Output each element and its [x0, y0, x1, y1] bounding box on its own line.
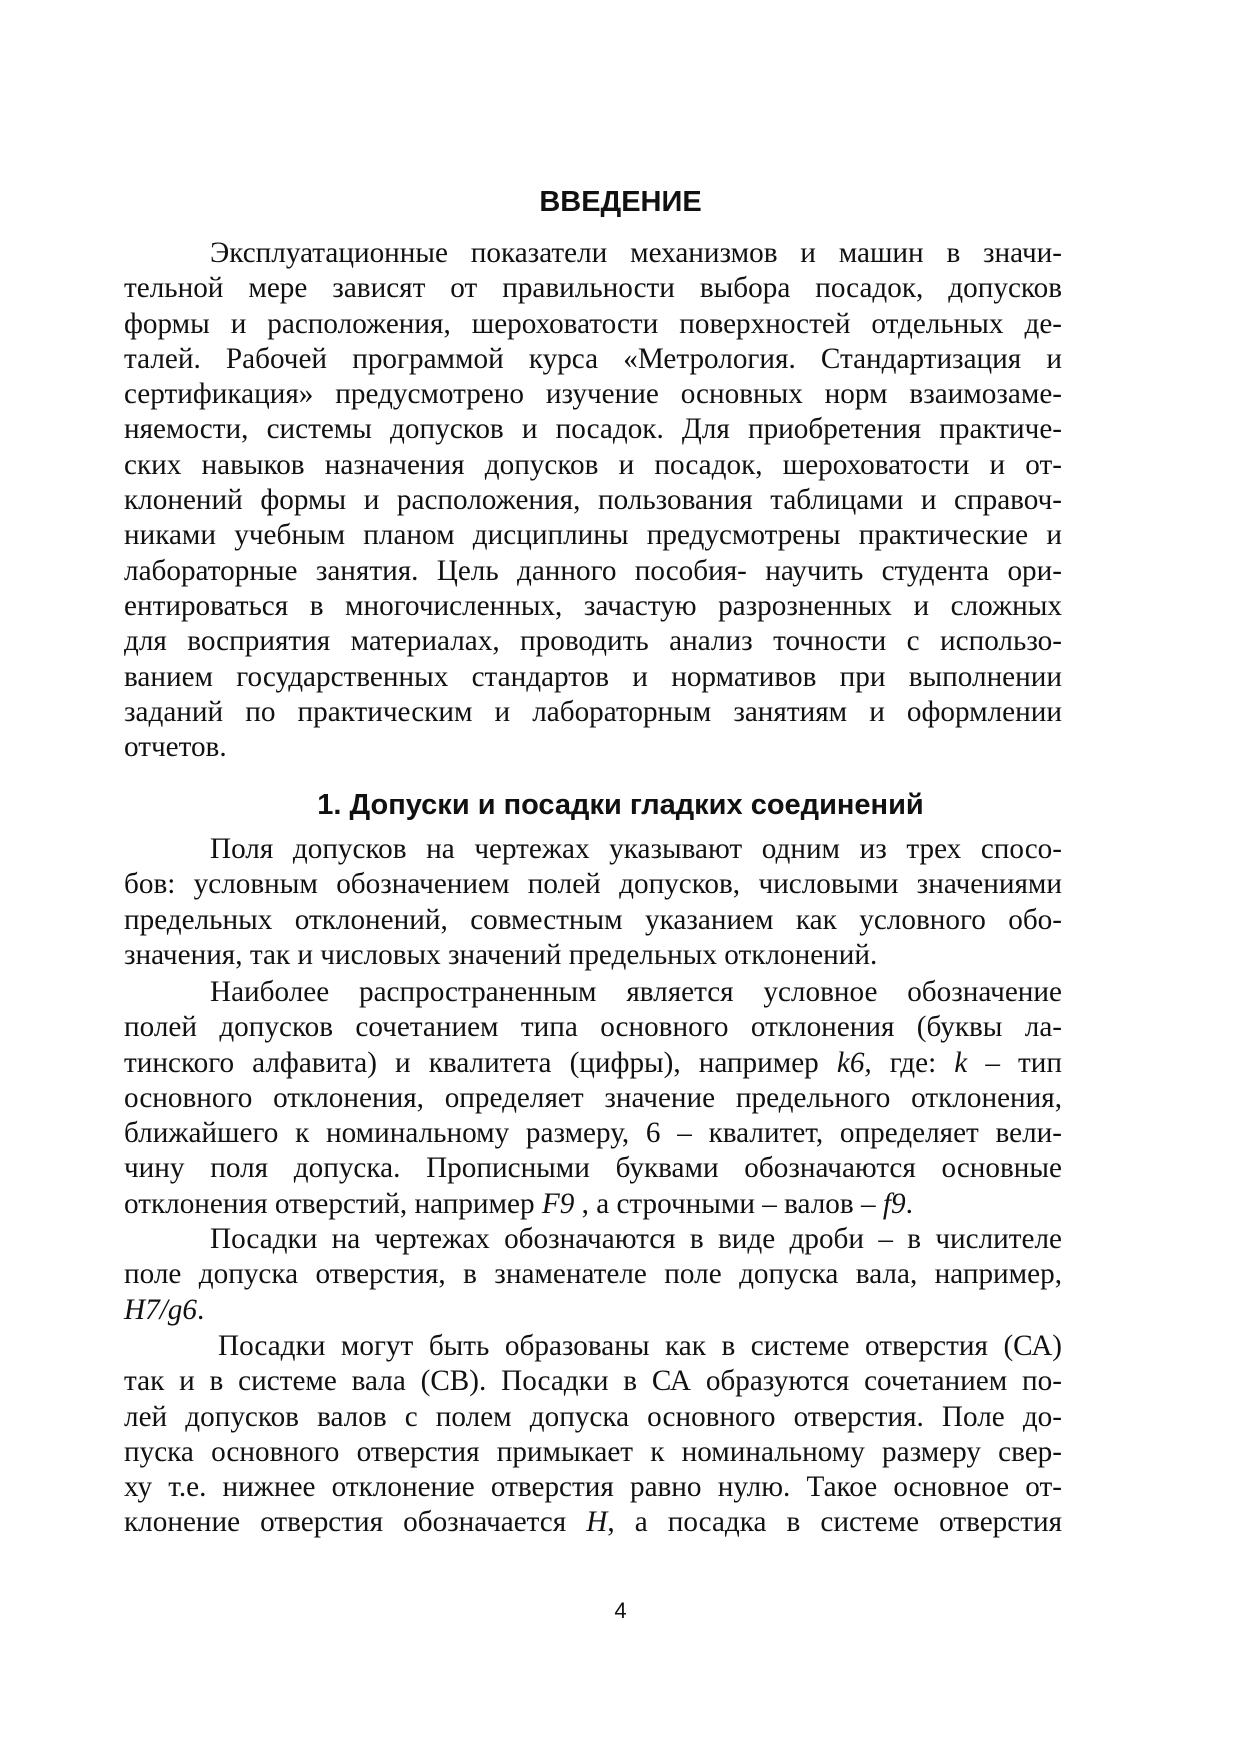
text-run: . — [905, 1187, 913, 1220]
text-line: Посадки на чертежах обозначаются в виде дроби – в числителе — [210, 1223, 1062, 1255]
text-line: тельной мере зависят от правильности выбора посадок, допусков — [124, 272, 1062, 305]
section-paragraph-1 — [124, 832, 1062, 973]
text-line — [124, 1187, 1062, 1222]
text-run: . — [196, 1293, 205, 1326]
tolerance-symbol: k — [954, 1046, 968, 1079]
text-line: никами учебным планом дисциплины предусмотрены практические и — [124, 519, 1062, 552]
text-line: ванием государственных стандартов и нормативов при выполнении — [124, 660, 1062, 693]
text-run: – тип — [967, 1046, 1062, 1079]
text-run: где: — [871, 1046, 955, 1079]
text-line: чину поля допуска. Прописными буквами обозначаются основные — [124, 1152, 1062, 1185]
tolerance-symbol: f9 — [882, 1187, 906, 1220]
text-line: ближайшего к номинальному размеру, 6 – квалитет, определяет вели- — [124, 1117, 1062, 1150]
text-line: значения, так и числовых значений предельных отклонений. — [124, 938, 878, 971]
text-line: для восприятия материалах, проводить анализ точности с использо- — [124, 625, 1062, 658]
text-line: ентироваться в многочисленных, зачастую разрозненных и сложных — [124, 589, 1062, 622]
text-line: ху т.е. нижнее отклонение отверстия равно нулю. Такое основное от- — [124, 1471, 1062, 1504]
text-line: Эксплуатационные показатели механизмов и машин в значи- — [210, 237, 1062, 269]
text-line: поле допуска отверстия, в знаменателе поле допуска вала, например, — [124, 1258, 1062, 1291]
intro-paragraph — [124, 236, 1062, 765]
text-line — [124, 1293, 1062, 1328]
text-line: так и в системе вала (СВ). Посадки в СА образуются сочетанием по- — [124, 1365, 1062, 1398]
text-line — [124, 1505, 1062, 1540]
text-line: Поля допусков на чертежах указывают одним из трех спосо- — [210, 833, 1062, 865]
text-line: талей. Рабочей программой курса «Метрология. Стандартизация и — [124, 342, 1062, 375]
text-line: бов: условным обозначением полей допусков, числовыми значениями — [124, 868, 1062, 901]
text-line: клонений формы и расположения, пользования таблицами и справоч- — [124, 484, 1062, 517]
page-number: 4 — [614, 1598, 627, 1623]
tolerance-symbol: F9 — [541, 1187, 575, 1220]
text-line: отчетов. — [124, 731, 227, 764]
text-run: отклонения отверстий, например — [124, 1187, 542, 1220]
text-line: полей допусков сочетанием типа основного отклонения (буквы ла- — [124, 1011, 1062, 1044]
section-paragraph-4 — [124, 1329, 1062, 1541]
tolerance-symbol: k6, — [836, 1046, 872, 1079]
fit-symbol: H7/g6 — [124, 1293, 197, 1326]
text-line: Посадки могут быть образованы как в системе отверстия (СА) — [218, 1330, 1062, 1362]
text-line: предельных отклонений, совместным указанием как условного обо- — [124, 903, 1062, 936]
text-line: няемости, системы допусков и посадок. Для приобретения практиче- — [124, 413, 1062, 446]
intro-heading: ВВЕДЕНИЕ — [539, 186, 702, 218]
section-heading: 1. Допуски и посадки гладких соединений — [317, 789, 924, 821]
section-paragraph-3 — [124, 1222, 1062, 1328]
section-paragraph-2 — [124, 975, 1062, 1222]
text-line: Наиболее распространенным является условное обозначение — [210, 976, 1062, 1008]
text-run: , а строчными – валов – — [574, 1187, 883, 1220]
text-line: основного отклонения, определяет значение предельного отклонения, — [124, 1081, 1062, 1114]
text-line: лей допусков валов с полем допуска основного отверстия. Поле до- — [124, 1400, 1062, 1433]
text-line: заданий по практическим и лабораторным занятиям и оформлении — [124, 695, 1062, 728]
text-line: ских навыков назначения допусков и посадок, шероховатости и от- — [124, 448, 1062, 481]
tolerance-symbol: H — [586, 1506, 608, 1539]
text-run: клонение отверстия обозначается — [124, 1506, 587, 1539]
text-line: сертификация» предусмотрено изучение основных норм взаимозаме- — [124, 378, 1062, 411]
text-line — [124, 1046, 1062, 1081]
text-run: тинского алфавита) и квалитета (цифры), например — [124, 1046, 837, 1079]
text-line: пуска основного отверстия примыкает к номинальному размеру свер- — [124, 1435, 1062, 1468]
text-line: лабораторные занятия. Цель данного пособия- научить студента ори- — [124, 554, 1062, 587]
text-run: , а посадка в системе отверстия — [607, 1506, 1063, 1539]
text-line: формы и расположения, шероховатости поверхностей отдельных де- — [124, 307, 1062, 340]
